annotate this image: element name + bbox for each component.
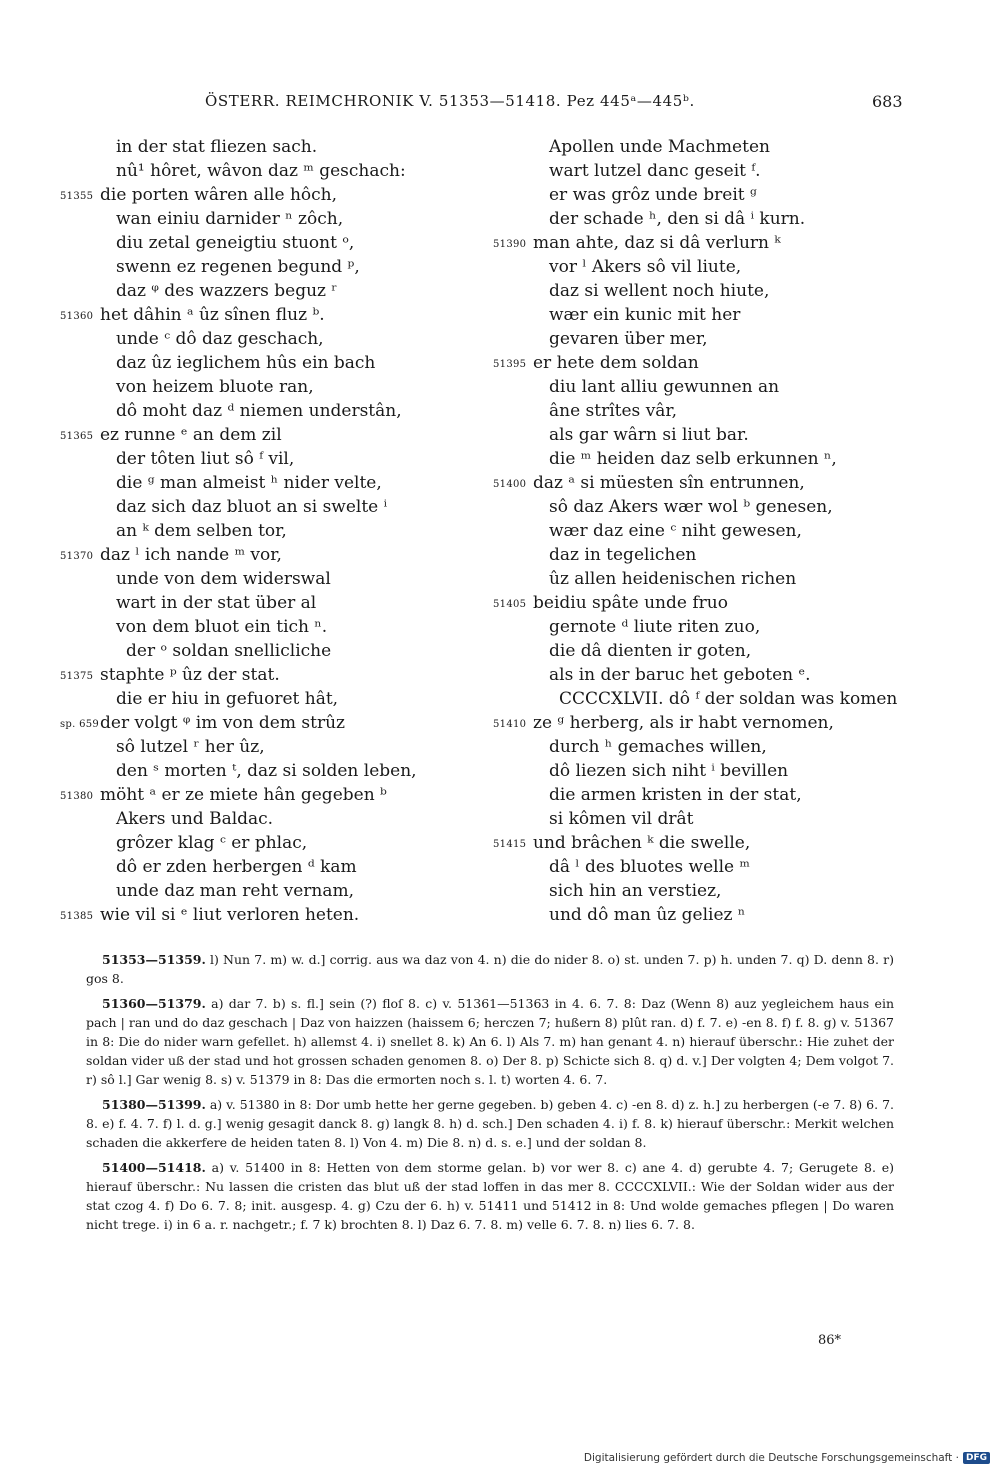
verse-line <box>493 687 933 711</box>
verse-text: die armen kristen in der stat, <box>549 785 802 805</box>
verse-line <box>493 879 933 903</box>
verse-text: man ahte, daz si dâ verlurn ᵏ <box>533 233 781 253</box>
verse-line <box>60 423 500 447</box>
running-header <box>0 92 1000 116</box>
verse-line <box>60 399 500 423</box>
verse-line <box>60 663 500 687</box>
verse-column-left <box>60 135 500 927</box>
verse-text: daz ᵠ des wazzers beguz ʳ <box>116 281 338 301</box>
note-text: a) dar 7. b) s. fl.] sein (?) floſ 8. c) v. 51361—51363 in 4. 6. 7. 8: Daz (Wenn 8) auz yegleichem haus ein pach | ran und do daz geschach | Daz von haizzen (haissem 6; herczen 7; hußern 8) plût ran. d) f. 7. e) -en 8. f) f. 8. g) v. 51367 in 8: Die do nider warn gefellet. h) allemst 4. i) snellet 8. k) An 6. l) Als 7. m) han genant 4. n) hierauf überschr.: Hie zuhet der soldan vider uß der stad und hot grossen schaden genomen 8. o) Der 8. p) Schicte sich 8. q) d. v.] Der volgten 4; Dem volgot 7. r) sô l.] Gar wenig 8. s) v. 51379 in 8: Das die ermorten noch s. l. t) worten 4. 6. 7. <box>86 996 894 1087</box>
verse-line <box>493 615 933 639</box>
verse-line <box>493 183 933 207</box>
verse-text: möht ᵃ er ze miete hân gegeben ᵇ <box>100 785 387 805</box>
verse-line <box>493 783 933 807</box>
verse-text: wie vil si ᵉ liut verloren heten. <box>100 905 360 925</box>
verse-text: unde daz man reht vernam, <box>116 881 354 901</box>
verse-line <box>493 759 933 783</box>
verse-line <box>60 735 500 759</box>
verse-line <box>60 447 500 471</box>
line-number: 51385 <box>60 911 94 922</box>
verse-column-right <box>493 135 933 927</box>
verse-line <box>493 735 933 759</box>
verse-text: gevaren über mer, <box>549 329 708 349</box>
verse-text: wær daz eine ᶜ niht gewesen, <box>549 521 802 541</box>
note-range: 51400—51418. <box>102 1160 206 1175</box>
verse-text: unde ᶜ dô daz geschach, <box>116 329 324 349</box>
verse-text: nû¹ hôret, wâvon daz ᵐ geschach: <box>116 161 406 181</box>
verse-line <box>493 663 933 687</box>
verse-line <box>60 279 500 303</box>
verse-line <box>493 567 933 591</box>
verse-line <box>493 231 933 255</box>
verse-text: er was grôz unde breit ᵍ <box>549 185 757 205</box>
verse-text: die ᵐ heiden daz selb erkunnen ⁿ, <box>549 449 837 469</box>
verse-line <box>60 351 500 375</box>
verse-text: als in der baruc het geboten ᵉ. <box>549 665 811 685</box>
verse-line <box>60 303 500 327</box>
note-block <box>86 1158 894 1234</box>
verse-text: daz in tegelichen <box>549 545 697 565</box>
verse-line <box>60 471 500 495</box>
verse-text: die porten wâren alle hôch, <box>100 185 338 205</box>
verse-text: âne strîtes vâr, <box>549 401 678 421</box>
line-number: 51410 <box>493 719 527 730</box>
line-number: 51355 <box>60 191 94 202</box>
verse-text: swenn ez regenen begund ᵖ, <box>116 257 360 277</box>
verse-line <box>60 495 500 519</box>
verse-line <box>60 567 500 591</box>
verse-text: dô er zden herbergen ᵈ kam <box>116 857 357 877</box>
verse-text: an ᵏ dem selben tor, <box>116 521 287 541</box>
verse-text: ez runne ᵉ an dem zil <box>100 425 282 445</box>
verse-text: der ᵒ soldan snellicliche <box>126 641 332 661</box>
line-number: 51395 <box>493 359 527 370</box>
verse-text: sô daz Akers wær wol ᵇ genesen, <box>549 497 833 517</box>
verse-text: daz sich daz bluot an si swelte ⁱ <box>116 497 388 517</box>
note-block <box>86 1095 894 1152</box>
verse-text: wær ein kunic mit her <box>549 305 741 325</box>
verse-text: die ᵍ man almeist ʰ nider velte, <box>116 473 382 493</box>
verse-text: unde von dem widerswal <box>116 569 331 589</box>
footer-credit <box>584 1452 990 1464</box>
note-block <box>86 994 894 1089</box>
verse-text: diu zetal geneigtiu stuont ᵒ, <box>116 233 355 253</box>
verse-line <box>493 255 933 279</box>
verse-line <box>60 135 500 159</box>
verse-text: er hete dem soldan <box>533 353 699 373</box>
page-number: 683 <box>872 92 903 111</box>
verse-text: den ˢ morten ᵗ, daz si solden leben, <box>116 761 417 781</box>
note-text: l) Nun 7. m) w. d.] corrig. aus wa daz von 4. n) die do nider 8. o) st. unden 7. p) h. unden 7. q) D. denn 8. r) gos 8. <box>86 952 894 986</box>
verse-text: het dâhin ᵃ ûz sînen fluz ᵇ. <box>100 305 325 325</box>
verse-line <box>493 519 933 543</box>
verse-text: als gar wârn si liut bar. <box>549 425 749 445</box>
verse-line <box>493 471 933 495</box>
verse-text: staphte ᵖ ûz der stat. <box>100 665 280 685</box>
line-number: 51380 <box>60 791 94 802</box>
verse-line <box>60 639 500 663</box>
verse-line <box>493 375 933 399</box>
verse-line <box>60 255 500 279</box>
verse-line <box>60 903 500 927</box>
note-block <box>86 950 894 988</box>
verse-line <box>60 879 500 903</box>
verse-line <box>60 711 500 735</box>
verse-line <box>493 831 933 855</box>
line-number: 51375 <box>60 671 94 682</box>
apparatus-notes <box>86 950 894 1240</box>
verse-text: und dô man ûz geliez ⁿ <box>549 905 746 925</box>
footer-text: Digitalisierung gefördert durch die Deutsche Forschungsgemeinschaft · <box>583 1452 959 1464</box>
verse-line <box>493 279 933 303</box>
verse-line <box>60 183 500 207</box>
verse-line <box>493 135 933 159</box>
note-text: a) v. 51400 in 8: Hetten von dem storme gelan. b) vor wer 8. c) ane 4. d) gerubte 4. 7; Gerugete 8. e) hierauf überschr.: Nu lassen die cristen das blut uß der stad loffen in das mer 8. CCCCXLVII.: Wie der Soldan wider aus der stat czog 4. f) Do 6. 7. 8; init. ausgesp. 4. g) Czu der 6. h) v. 51411 und 51412 in 8: Und wolde gemaches pflegen | Do waren nicht trege. i) in 6 a. r. nachgetr.; f. 7 k) brochten 8. l) Daz 6. 7. 8. m) velle 6. 7. 8. n) lies 6. 7. 8. <box>86 1160 894 1232</box>
line-number: 51370 <box>60 551 94 562</box>
verse-text: der tôten liut sô ᶠ vil, <box>116 449 295 469</box>
verse-line <box>493 303 933 327</box>
verse-line <box>60 591 500 615</box>
line-number: 51400 <box>493 479 527 490</box>
verse-line <box>493 495 933 519</box>
verse-line <box>60 159 500 183</box>
line-number: 51415 <box>493 839 527 850</box>
verse-line <box>60 327 500 351</box>
verse-text: ûz allen heidenischen richen <box>549 569 797 589</box>
line-number: 51390 <box>493 239 527 250</box>
verse-text: Akers und Baldac. <box>116 809 274 829</box>
note-text: a) v. 51380 in 8: Dor umb hette her gerne gegeben. b) geben 4. c) -en 8. d) z. h.] zu herbergen (-e 7. 8) 6. 7. 8. e) f. 4. 7. f) l. d. g.] wenig gesagit danck 8. g) langk 8. h) d. sch.] Den schaden 4. i) f. 8. k) hierauf überschr.: Merkit welchen schaden die akkerfere de heiden taten 8. l) Von 4. m) Die 8. n) d. s. e.] und der soldan 8. <box>86 1097 894 1150</box>
verse-line <box>493 159 933 183</box>
verse-text: grôzer klag ᶜ er phlac, <box>116 833 308 853</box>
verse-line <box>493 711 933 735</box>
verse-text: die dâ dienten ir goten, <box>549 641 752 661</box>
verse-text: wan einiu darnider ⁿ zôch, <box>116 209 344 229</box>
verse-line <box>493 327 933 351</box>
verse-line <box>60 231 500 255</box>
verse-text: sich hin an verstiez, <box>549 881 722 901</box>
verse-line <box>493 903 933 927</box>
verse-text: durch ʰ gemaches willen, <box>549 737 767 757</box>
note-range: 51353—51359. <box>102 952 206 967</box>
verse-text: wart in der stat über al <box>116 593 317 613</box>
verse-text: diu lant alliu gewunnen an <box>549 377 780 397</box>
verse-line <box>60 615 500 639</box>
verse-line <box>60 687 500 711</box>
verse-text: der volgt ᵠ im von dem strûz <box>100 713 345 733</box>
verse-text: daz ᵃ si müesten sîn entrunnen, <box>533 473 805 493</box>
note-range: 51360—51379. <box>102 996 206 1011</box>
verse-line <box>60 207 500 231</box>
verse-line <box>60 759 500 783</box>
verse-text: in der stat fliezen sach. <box>116 137 318 157</box>
verse-text: der schade ʰ, den si dâ ⁱ kurn. <box>549 209 806 229</box>
verse-text: si kômen vil drât <box>549 809 694 829</box>
dfg-logo-icon: DFG <box>963 1452 990 1464</box>
verse-line <box>493 855 933 879</box>
verse-text: und brâchen ᵏ die swelle, <box>533 833 751 853</box>
verse-text: wart lutzel danc geseit ᶠ. <box>549 161 761 181</box>
verse-text: die er hiu in gefuoret hât, <box>116 689 339 709</box>
verse-text: daz ˡ ich nande ᵐ vor, <box>100 545 282 565</box>
verse-line <box>60 783 500 807</box>
verse-text: dô liezen sich niht ⁱ bevillen <box>549 761 789 781</box>
verse-line <box>493 807 933 831</box>
verse-line <box>493 399 933 423</box>
verse-text: daz ûz ieglichem hûs ein bach <box>116 353 376 373</box>
verse-text: von dem bluot ein tich ⁿ. <box>116 617 328 637</box>
verse-line <box>60 543 500 567</box>
verse-text: CCCCXLVII. dô ᶠ der soldan was komen <box>559 689 898 709</box>
verse-text: dâ ˡ des bluotes welle ᵐ <box>549 857 750 877</box>
verse-text: ze ᵍ herberg, als ir habt vernomen, <box>533 713 834 733</box>
signature-mark: 86* <box>818 1333 842 1348</box>
verse-line <box>60 855 500 879</box>
line-number: 51365 <box>60 431 94 442</box>
verse-line <box>493 207 933 231</box>
verse-text: sô lutzel ʳ her ûz, <box>116 737 265 757</box>
verse-text: Apollen unde Machmeten <box>549 137 770 157</box>
verse-line <box>493 351 933 375</box>
verse-text: daz si wellent noch hiute, <box>549 281 770 301</box>
note-range: 51380—51399. <box>102 1097 206 1112</box>
verse-text: von heizem bluote ran, <box>116 377 314 397</box>
verse-line <box>60 807 500 831</box>
line-number: sp. 659 <box>60 719 100 730</box>
verse-line <box>60 519 500 543</box>
running-title: ÖSTERR. REIMCHRONIK V. 51353—51418. Pez 445ᵃ—445ᵇ. <box>205 92 695 110</box>
verse-line <box>60 831 500 855</box>
line-number: 51405 <box>493 599 527 610</box>
verse-line <box>493 543 933 567</box>
verse-line <box>60 375 500 399</box>
line-number: 51360 <box>60 311 94 322</box>
verse-text: gernote ᵈ liute riten zuo, <box>549 617 761 637</box>
verse-text: beidiu spâte unde fruo <box>533 593 728 613</box>
verse-text: vor ˡ Akers sô vil liute, <box>549 257 742 277</box>
verse-line <box>493 447 933 471</box>
verse-line <box>493 591 933 615</box>
verse-text: dô moht daz ᵈ niemen understân, <box>116 401 402 421</box>
verse-line <box>493 423 933 447</box>
verse-line <box>493 639 933 663</box>
